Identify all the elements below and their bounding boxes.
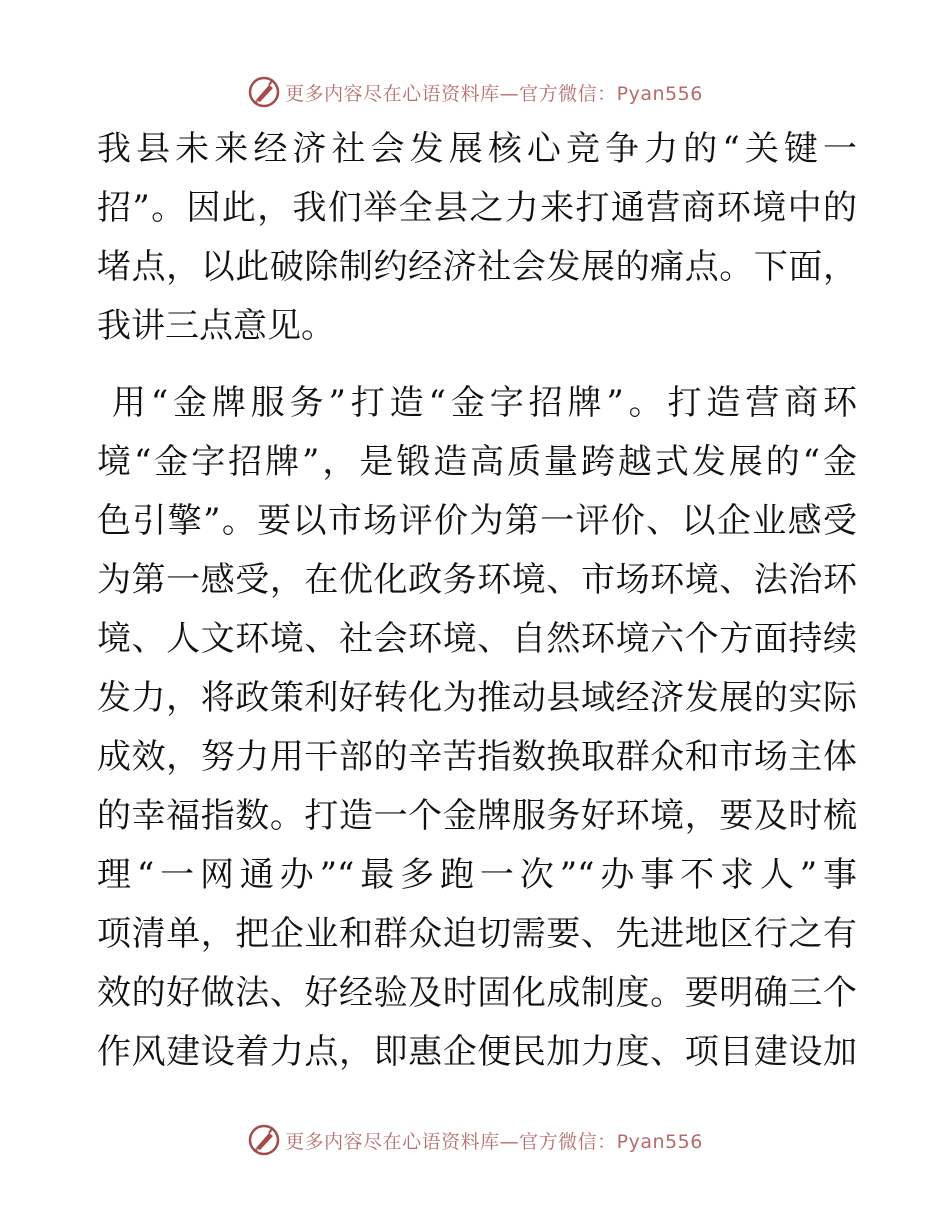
text-line: 发力，将政策利好转化为推动县域经济发展的实际 xyxy=(97,678,857,718)
text-line: 作风建设着力点，即惠企便民加力度、项目建设加 xyxy=(97,1032,857,1072)
text-line: 堵点，以此破除制约经济社会发展的痛点。下面， xyxy=(97,247,857,287)
document-body xyxy=(97,120,857,1082)
text-line: 理“一网通办”“最多跑一次”“办事不求人”事 xyxy=(97,855,857,895)
footer-watermark-text: 更多内容尽在心语资料库—官方微信：Pyan556 xyxy=(285,1130,703,1153)
text-line: 招”。因此，我们举全县之力来打通营商环境中的 xyxy=(97,188,857,228)
text-line: 效的好做法、好经验及时固化成制度。要明确三个 xyxy=(97,973,857,1013)
text-line: 的幸福指数。打造一个金牌服务好环境，要及时梳 xyxy=(97,796,857,836)
text-line: 我讲三点意见。 xyxy=(97,306,335,346)
paragraph-1 xyxy=(97,120,857,356)
footer-watermark xyxy=(0,1120,950,1160)
text-line: 为第一感受，在优化政务环境、市场环境、法治环 xyxy=(97,560,857,600)
text-line-content: 用“金牌服务”打造“金字招牌”。打造营商环 xyxy=(107,383,857,423)
header-watermark xyxy=(0,72,950,112)
text-line: 项清单，把企业和群众迫切需要、先进地区行之有 xyxy=(97,914,857,954)
text-line: 色引擎”。要以市场评价为第一评价、以企业感受 xyxy=(97,501,857,541)
text-line xyxy=(97,374,857,433)
fountain-pen-logo-icon xyxy=(247,75,281,109)
text-line: 成效，努力用干部的辛苦指数换取群众和市场主体 xyxy=(97,737,857,777)
fountain-pen-logo-icon xyxy=(247,1123,281,1157)
text-line: 我县未来经济社会发展核心竞争力的“关键一 xyxy=(97,129,857,169)
paragraph-2 xyxy=(97,374,857,1082)
text-line: 境、人文环境、社会环境、自然环境六个方面持续 xyxy=(97,619,857,659)
text-line: 境“金字招牌”，是锻造高质量跨越式发展的“金 xyxy=(97,442,857,482)
header-watermark-text: 更多内容尽在心语资料库—官方微信：Pyan556 xyxy=(285,82,703,105)
